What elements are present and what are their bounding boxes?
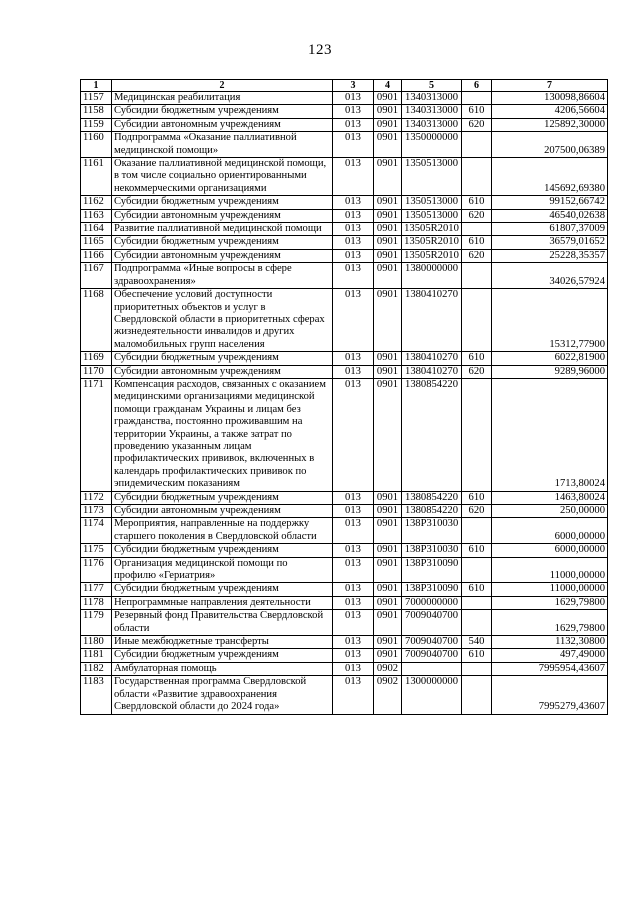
row-code-4: 0901 — [374, 365, 402, 378]
row-code-4: 0901 — [374, 132, 402, 158]
row-name: Медицинская реабилитация — [112, 92, 333, 105]
row-code-4: 0901 — [374, 544, 402, 557]
row-number: 1181 — [81, 649, 112, 662]
page-number: 123 — [308, 42, 332, 58]
row-number: 1178 — [81, 596, 112, 609]
row-code-5: 1380410270 — [402, 365, 462, 378]
row-number: 1179 — [81, 610, 112, 636]
table-row — [81, 596, 608, 609]
row-code-3: 013 — [333, 518, 374, 544]
column-header: 2 — [112, 80, 333, 92]
row-amount: 125892,30000 — [492, 118, 608, 131]
row-name: Субсидии автономным учреждениям — [112, 249, 333, 262]
row-code-3: 013 — [333, 610, 374, 636]
row-code-3: 013 — [333, 378, 374, 491]
row-number: 1161 — [81, 158, 112, 196]
row-number: 1169 — [81, 352, 112, 365]
row-amount: 497,49000 — [492, 649, 608, 662]
table-row — [81, 92, 608, 105]
row-code-4: 0901 — [374, 636, 402, 649]
row-code-6 — [462, 158, 492, 196]
column-header: 5 — [402, 80, 462, 92]
row-number: 1163 — [81, 209, 112, 222]
row-code-6 — [462, 676, 492, 714]
row-number: 1166 — [81, 249, 112, 262]
table-header-row — [81, 80, 608, 92]
row-code-6 — [462, 596, 492, 609]
row-amount: 145692,69380 — [492, 158, 608, 196]
row-code-3: 013 — [333, 209, 374, 222]
row-code-6 — [462, 662, 492, 675]
table-row — [81, 583, 608, 596]
row-code-5: 7009040700 — [402, 649, 462, 662]
table-row — [81, 491, 608, 504]
row-code-4: 0902 — [374, 676, 402, 714]
column-header: 6 — [462, 80, 492, 92]
row-code-3: 013 — [333, 249, 374, 262]
row-code-5: 1350513000 — [402, 196, 462, 209]
row-code-5: 1380410270 — [402, 289, 462, 352]
row-code-5: 1380000000 — [402, 263, 462, 289]
row-code-4: 0901 — [374, 92, 402, 105]
row-code-6: 610 — [462, 196, 492, 209]
row-code-4: 0901 — [374, 491, 402, 504]
row-code-3: 013 — [333, 223, 374, 236]
column-header: 7 — [492, 80, 608, 92]
row-code-6: 620 — [462, 209, 492, 222]
row-code-4: 0901 — [374, 158, 402, 196]
table-row — [81, 263, 608, 289]
row-amount: 36579,01652 — [492, 236, 608, 249]
row-name: Субсидии автономным учреждениям — [112, 505, 333, 518]
row-code-4: 0901 — [374, 596, 402, 609]
row-number: 1164 — [81, 223, 112, 236]
row-code-6: 620 — [462, 249, 492, 262]
row-name: Субсидии бюджетным учреждениям — [112, 583, 333, 596]
row-code-6: 610 — [462, 105, 492, 118]
column-header: 3 — [333, 80, 374, 92]
row-amount: 46540,02638 — [492, 209, 608, 222]
row-code-5: 1380854220 — [402, 505, 462, 518]
row-code-4: 0901 — [374, 196, 402, 209]
table-row — [81, 132, 608, 158]
table-row — [81, 365, 608, 378]
row-code-4: 0901 — [374, 209, 402, 222]
row-code-5: 1350000000 — [402, 132, 462, 158]
row-code-5: 7009040700 — [402, 610, 462, 636]
row-amount: 1713,80024 — [492, 378, 608, 491]
row-code-5: 13505R2010 — [402, 249, 462, 262]
row-amount: 1463,80024 — [492, 491, 608, 504]
row-code-3: 013 — [333, 583, 374, 596]
row-code-3: 013 — [333, 352, 374, 365]
row-code-6 — [462, 518, 492, 544]
row-code-4: 0901 — [374, 118, 402, 131]
table-row — [81, 249, 608, 262]
row-code-3: 013 — [333, 557, 374, 583]
row-name: Государственная программа Свердловской области «Развитие здравоохранения Свердловской области до 2024 года» — [112, 676, 333, 714]
row-number: 1158 — [81, 105, 112, 118]
row-number: 1173 — [81, 505, 112, 518]
row-code-5: 1340313000 — [402, 118, 462, 131]
row-amount: 6000,00000 — [492, 518, 608, 544]
row-code-4: 0902 — [374, 662, 402, 675]
row-code-5: 1340313000 — [402, 105, 462, 118]
row-name: Субсидии автономным учреждениям — [112, 118, 333, 131]
row-code-5: 13505R2010 — [402, 236, 462, 249]
row-amount: 15312,77900 — [492, 289, 608, 352]
row-number: 1162 — [81, 196, 112, 209]
row-number: 1168 — [81, 289, 112, 352]
table-row — [81, 505, 608, 518]
row-code-5: 138P310090 — [402, 583, 462, 596]
row-amount: 25228,35357 — [492, 249, 608, 262]
table-row — [81, 378, 608, 491]
table-row — [81, 662, 608, 675]
row-name: Резервный фонд Правительства Свердловской области — [112, 610, 333, 636]
row-code-6: 610 — [462, 649, 492, 662]
row-amount: 61807,37009 — [492, 223, 608, 236]
row-amount: 250,00000 — [492, 505, 608, 518]
row-code-4: 0901 — [374, 105, 402, 118]
row-code-4: 0901 — [374, 583, 402, 596]
row-code-3: 013 — [333, 491, 374, 504]
row-amount: 6000,00000 — [492, 544, 608, 557]
table-row — [81, 636, 608, 649]
row-code-3: 013 — [333, 289, 374, 352]
row-amount: 7995279,43607 — [492, 676, 608, 714]
row-name: Оказание паллиативной медицинской помощи, в том числе социально ориентированными некоммерческими организациями — [112, 158, 333, 196]
row-amount: 99152,66742 — [492, 196, 608, 209]
row-number: 1170 — [81, 365, 112, 378]
row-code-4: 0901 — [374, 557, 402, 583]
row-code-4: 0901 — [374, 223, 402, 236]
row-name: Субсидии бюджетным учреждениям — [112, 544, 333, 557]
row-code-6 — [462, 223, 492, 236]
row-code-4: 0901 — [374, 249, 402, 262]
row-name: Подпрограмма «Оказание паллиативной медицинской помощи» — [112, 132, 333, 158]
table-row — [81, 223, 608, 236]
table-row — [81, 196, 608, 209]
table-row — [81, 518, 608, 544]
row-code-6: 620 — [462, 118, 492, 131]
row-name: Развитие паллиативной медицинской помощи — [112, 223, 333, 236]
row-code-6 — [462, 263, 492, 289]
row-name: Субсидии бюджетным учреждениям — [112, 105, 333, 118]
row-code-3: 013 — [333, 236, 374, 249]
table-row — [81, 676, 608, 714]
column-header: 1 — [81, 80, 112, 92]
row-code-6: 610 — [462, 236, 492, 249]
row-code-3: 013 — [333, 92, 374, 105]
row-number: 1182 — [81, 662, 112, 675]
row-name: Субсидии бюджетным учреждениям — [112, 491, 333, 504]
row-amount: 130098,86604 — [492, 92, 608, 105]
row-name: Субсидии бюджетным учреждениям — [112, 352, 333, 365]
row-number: 1175 — [81, 544, 112, 557]
row-amount: 34026,57924 — [492, 263, 608, 289]
row-code-6 — [462, 610, 492, 636]
row-code-5: 138P310030 — [402, 544, 462, 557]
row-code-3: 013 — [333, 158, 374, 196]
row-code-6 — [462, 289, 492, 352]
row-name: Субсидии автономным учреждениям — [112, 209, 333, 222]
row-code-3: 013 — [333, 118, 374, 131]
row-amount: 1132,30800 — [492, 636, 608, 649]
row-code-3: 013 — [333, 505, 374, 518]
row-code-5: 138P310030 — [402, 518, 462, 544]
row-name: Компенсация расходов, связанных с оказанием медицинскими организациями медицинской помощи гражданам Украины и лицам без гражданства, постоянно проживавшим на территории Украины, а также затрат по проведению указанным лицам профилактических прививок, включенных в календарь профилактических прививок по эпидемическим показаниям — [112, 378, 333, 491]
row-amount: 1629,79800 — [492, 596, 608, 609]
row-code-6 — [462, 132, 492, 158]
row-code-3: 013 — [333, 196, 374, 209]
budget-table — [80, 79, 608, 715]
row-code-3: 013 — [333, 132, 374, 158]
row-name: Субсидии бюджетным учреждениям — [112, 649, 333, 662]
row-amount: 11000,00000 — [492, 583, 608, 596]
row-number: 1165 — [81, 236, 112, 249]
table-row — [81, 236, 608, 249]
row-code-3: 013 — [333, 544, 374, 557]
row-number: 1176 — [81, 557, 112, 583]
row-amount: 4206,56604 — [492, 105, 608, 118]
row-name: Непрограммные направления деятельности — [112, 596, 333, 609]
row-number: 1172 — [81, 491, 112, 504]
table-row — [81, 289, 608, 352]
table-row — [81, 352, 608, 365]
row-number: 1171 — [81, 378, 112, 491]
row-code-5 — [402, 662, 462, 675]
table-body — [81, 92, 608, 715]
row-code-6 — [462, 92, 492, 105]
row-code-4: 0901 — [374, 263, 402, 289]
row-code-6: 610 — [462, 352, 492, 365]
row-code-6 — [462, 378, 492, 491]
row-code-6: 620 — [462, 505, 492, 518]
table-row — [81, 105, 608, 118]
table-row — [81, 610, 608, 636]
row-code-3: 013 — [333, 365, 374, 378]
row-code-5: 138P310090 — [402, 557, 462, 583]
table-row — [81, 557, 608, 583]
row-code-6: 610 — [462, 544, 492, 557]
row-name: Организация медицинской помощи по профилю «Гериатрия» — [112, 557, 333, 583]
row-code-3: 013 — [333, 676, 374, 714]
row-code-4: 0901 — [374, 378, 402, 491]
row-amount: 9289,96000 — [492, 365, 608, 378]
row-code-6: 610 — [462, 491, 492, 504]
row-name: Иные межбюджетные трансферты — [112, 636, 333, 649]
row-number: 1157 — [81, 92, 112, 105]
row-name: Субсидии бюджетным учреждениям — [112, 196, 333, 209]
table-row — [81, 209, 608, 222]
table-row — [81, 158, 608, 196]
row-code-3: 013 — [333, 662, 374, 675]
row-number: 1177 — [81, 583, 112, 596]
row-name: Амбулаторная помощь — [112, 662, 333, 675]
row-code-3: 013 — [333, 636, 374, 649]
row-code-5: 7000000000 — [402, 596, 462, 609]
row-code-4: 0901 — [374, 649, 402, 662]
row-code-5: 1350513000 — [402, 158, 462, 196]
row-name: Субсидии бюджетным учреждениям — [112, 236, 333, 249]
row-code-4: 0901 — [374, 289, 402, 352]
row-name: Мероприятия, направленные на поддержку старшего поколения в Свердловской области — [112, 518, 333, 544]
row-number: 1167 — [81, 263, 112, 289]
row-code-5: 1350513000 — [402, 209, 462, 222]
row-code-5: 1380854220 — [402, 378, 462, 491]
row-number: 1160 — [81, 132, 112, 158]
table-row — [81, 544, 608, 557]
row-code-5: 1380410270 — [402, 352, 462, 365]
row-code-6: 540 — [462, 636, 492, 649]
row-code-5: 13505R2010 — [402, 223, 462, 236]
row-name: Обеспечение условий доступности приоритетных объектов и услуг в Свердловской области в приоритетных сферах жизнедеятельности инвалидов и других маломобильных групп населения — [112, 289, 333, 352]
row-code-4: 0901 — [374, 610, 402, 636]
row-number: 1174 — [81, 518, 112, 544]
row-amount: 1629,79800 — [492, 610, 608, 636]
row-number: 1180 — [81, 636, 112, 649]
table-row — [81, 118, 608, 131]
row-code-3: 013 — [333, 263, 374, 289]
row-code-4: 0901 — [374, 518, 402, 544]
row-code-5: 1300000000 — [402, 676, 462, 714]
row-code-6: 620 — [462, 365, 492, 378]
row-code-3: 013 — [333, 596, 374, 609]
row-code-4: 0901 — [374, 505, 402, 518]
row-code-5: 1340313000 — [402, 92, 462, 105]
row-code-3: 013 — [333, 649, 374, 662]
row-number: 1159 — [81, 118, 112, 131]
table-row — [81, 649, 608, 662]
row-code-5: 1380854220 — [402, 491, 462, 504]
row-amount: 207500,06389 — [492, 132, 608, 158]
row-code-4: 0901 — [374, 352, 402, 365]
row-amount: 7995954,43607 — [492, 662, 608, 675]
row-name: Субсидии автономным учреждениям — [112, 365, 333, 378]
row-number: 1183 — [81, 676, 112, 714]
row-code-6 — [462, 557, 492, 583]
row-amount: 6022,81900 — [492, 352, 608, 365]
row-code-3: 013 — [333, 105, 374, 118]
row-code-6: 610 — [462, 583, 492, 596]
column-header: 4 — [374, 80, 402, 92]
row-code-5: 7009040700 — [402, 636, 462, 649]
row-code-4: 0901 — [374, 236, 402, 249]
row-name: Подпрограмма «Иные вопросы в сфере здравоохранения» — [112, 263, 333, 289]
row-amount: 11000,00000 — [492, 557, 608, 583]
